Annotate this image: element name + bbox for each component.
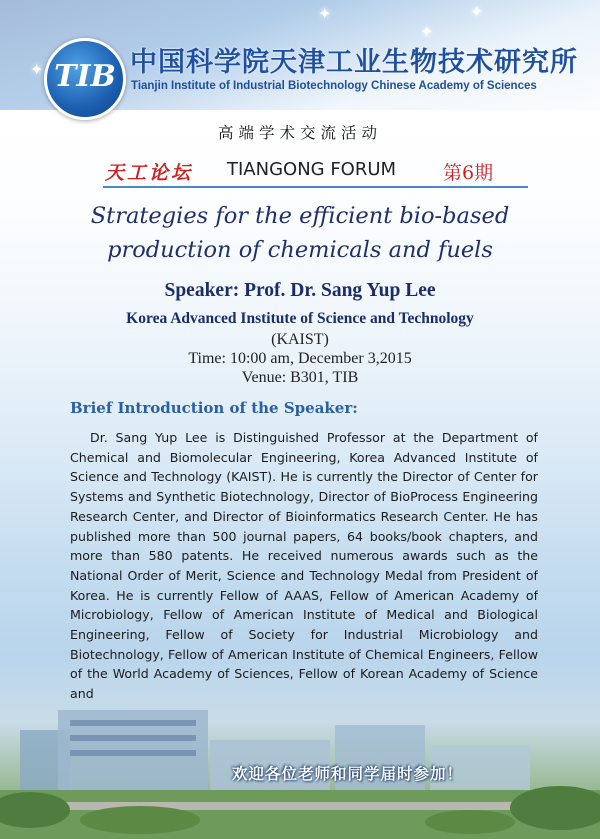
- forum-name-en: TIANGONG FORUM: [227, 159, 397, 180]
- speaker-affiliation: Korea Advanced Institute of Science and Technology: [126, 310, 474, 327]
- talk-title-line-1: Strategies for the efficient bio-based: [90, 203, 510, 229]
- sparkle-icon: ✦: [30, 60, 44, 79]
- talk-title-line-2: production of chemicals and fuels: [107, 237, 493, 263]
- talk-title: [60, 199, 540, 267]
- speaker-name: Speaker: Prof. Dr. Sang Yup Lee: [164, 280, 436, 301]
- speaker-bio: Dr. Sang Yup Lee is Distinguished Professor at the Department of Chemical and Biomolecular Engineering, Korea Advanced Institute of Science and Technology (KAIST). He is currently the Director of Center for Systems and Synthetic Biotechnology, Director of BioProcess Engineering Research Center, and Director of Bioinformatics Research Center. He has published more than 500 journal papers, 64 books/book chapters, and more than 580 patents. He received numerous awards such as the National Order of Merit, Science and Technology Medal from President of Korea. He is currently Fellow of AAAS, Fellow of American Academy of Microbiology, Fellow of American Institute of Medical and Biological Engineering, Fellow of Society for Industrial Microbiology and Biotechnology, Fellow of American Institute of Chemical Engineers, Fellow of the World Academy of Sciences, Fellow of Korean Academy of Science and: [70, 430, 538, 702]
- tib-logo: [44, 38, 126, 120]
- sparkle-icon: ✦: [420, 22, 434, 41]
- event-venue: Venue: B301, TIB: [241, 369, 359, 386]
- sparkle-icon: ✦: [318, 4, 332, 23]
- forum-banner: [103, 158, 528, 188]
- org-name-cn: 中国科学院天津工业生物技术研究所: [130, 47, 578, 78]
- sparkle-icon: ✦: [470, 2, 484, 21]
- forum-name-cn: 天工论坛: [105, 162, 194, 184]
- welcome-message: 欢迎各位老师和同学届时参加！: [232, 765, 464, 783]
- intro-heading: Brief Introduction of the Speaker:: [70, 399, 358, 417]
- affiliation-abbr: (KAIST): [271, 331, 329, 348]
- logo-text: TIB: [54, 59, 116, 94]
- org-name-en: Tianjin Institute of Industrial Biotechnology Chinese Academy of Sciences: [131, 80, 537, 92]
- event-time: Time: 10:00 am, December 3,2015: [188, 350, 412, 367]
- forum-issue: 第6期: [443, 162, 494, 184]
- event-series: 高端学术交流活动: [217, 124, 382, 142]
